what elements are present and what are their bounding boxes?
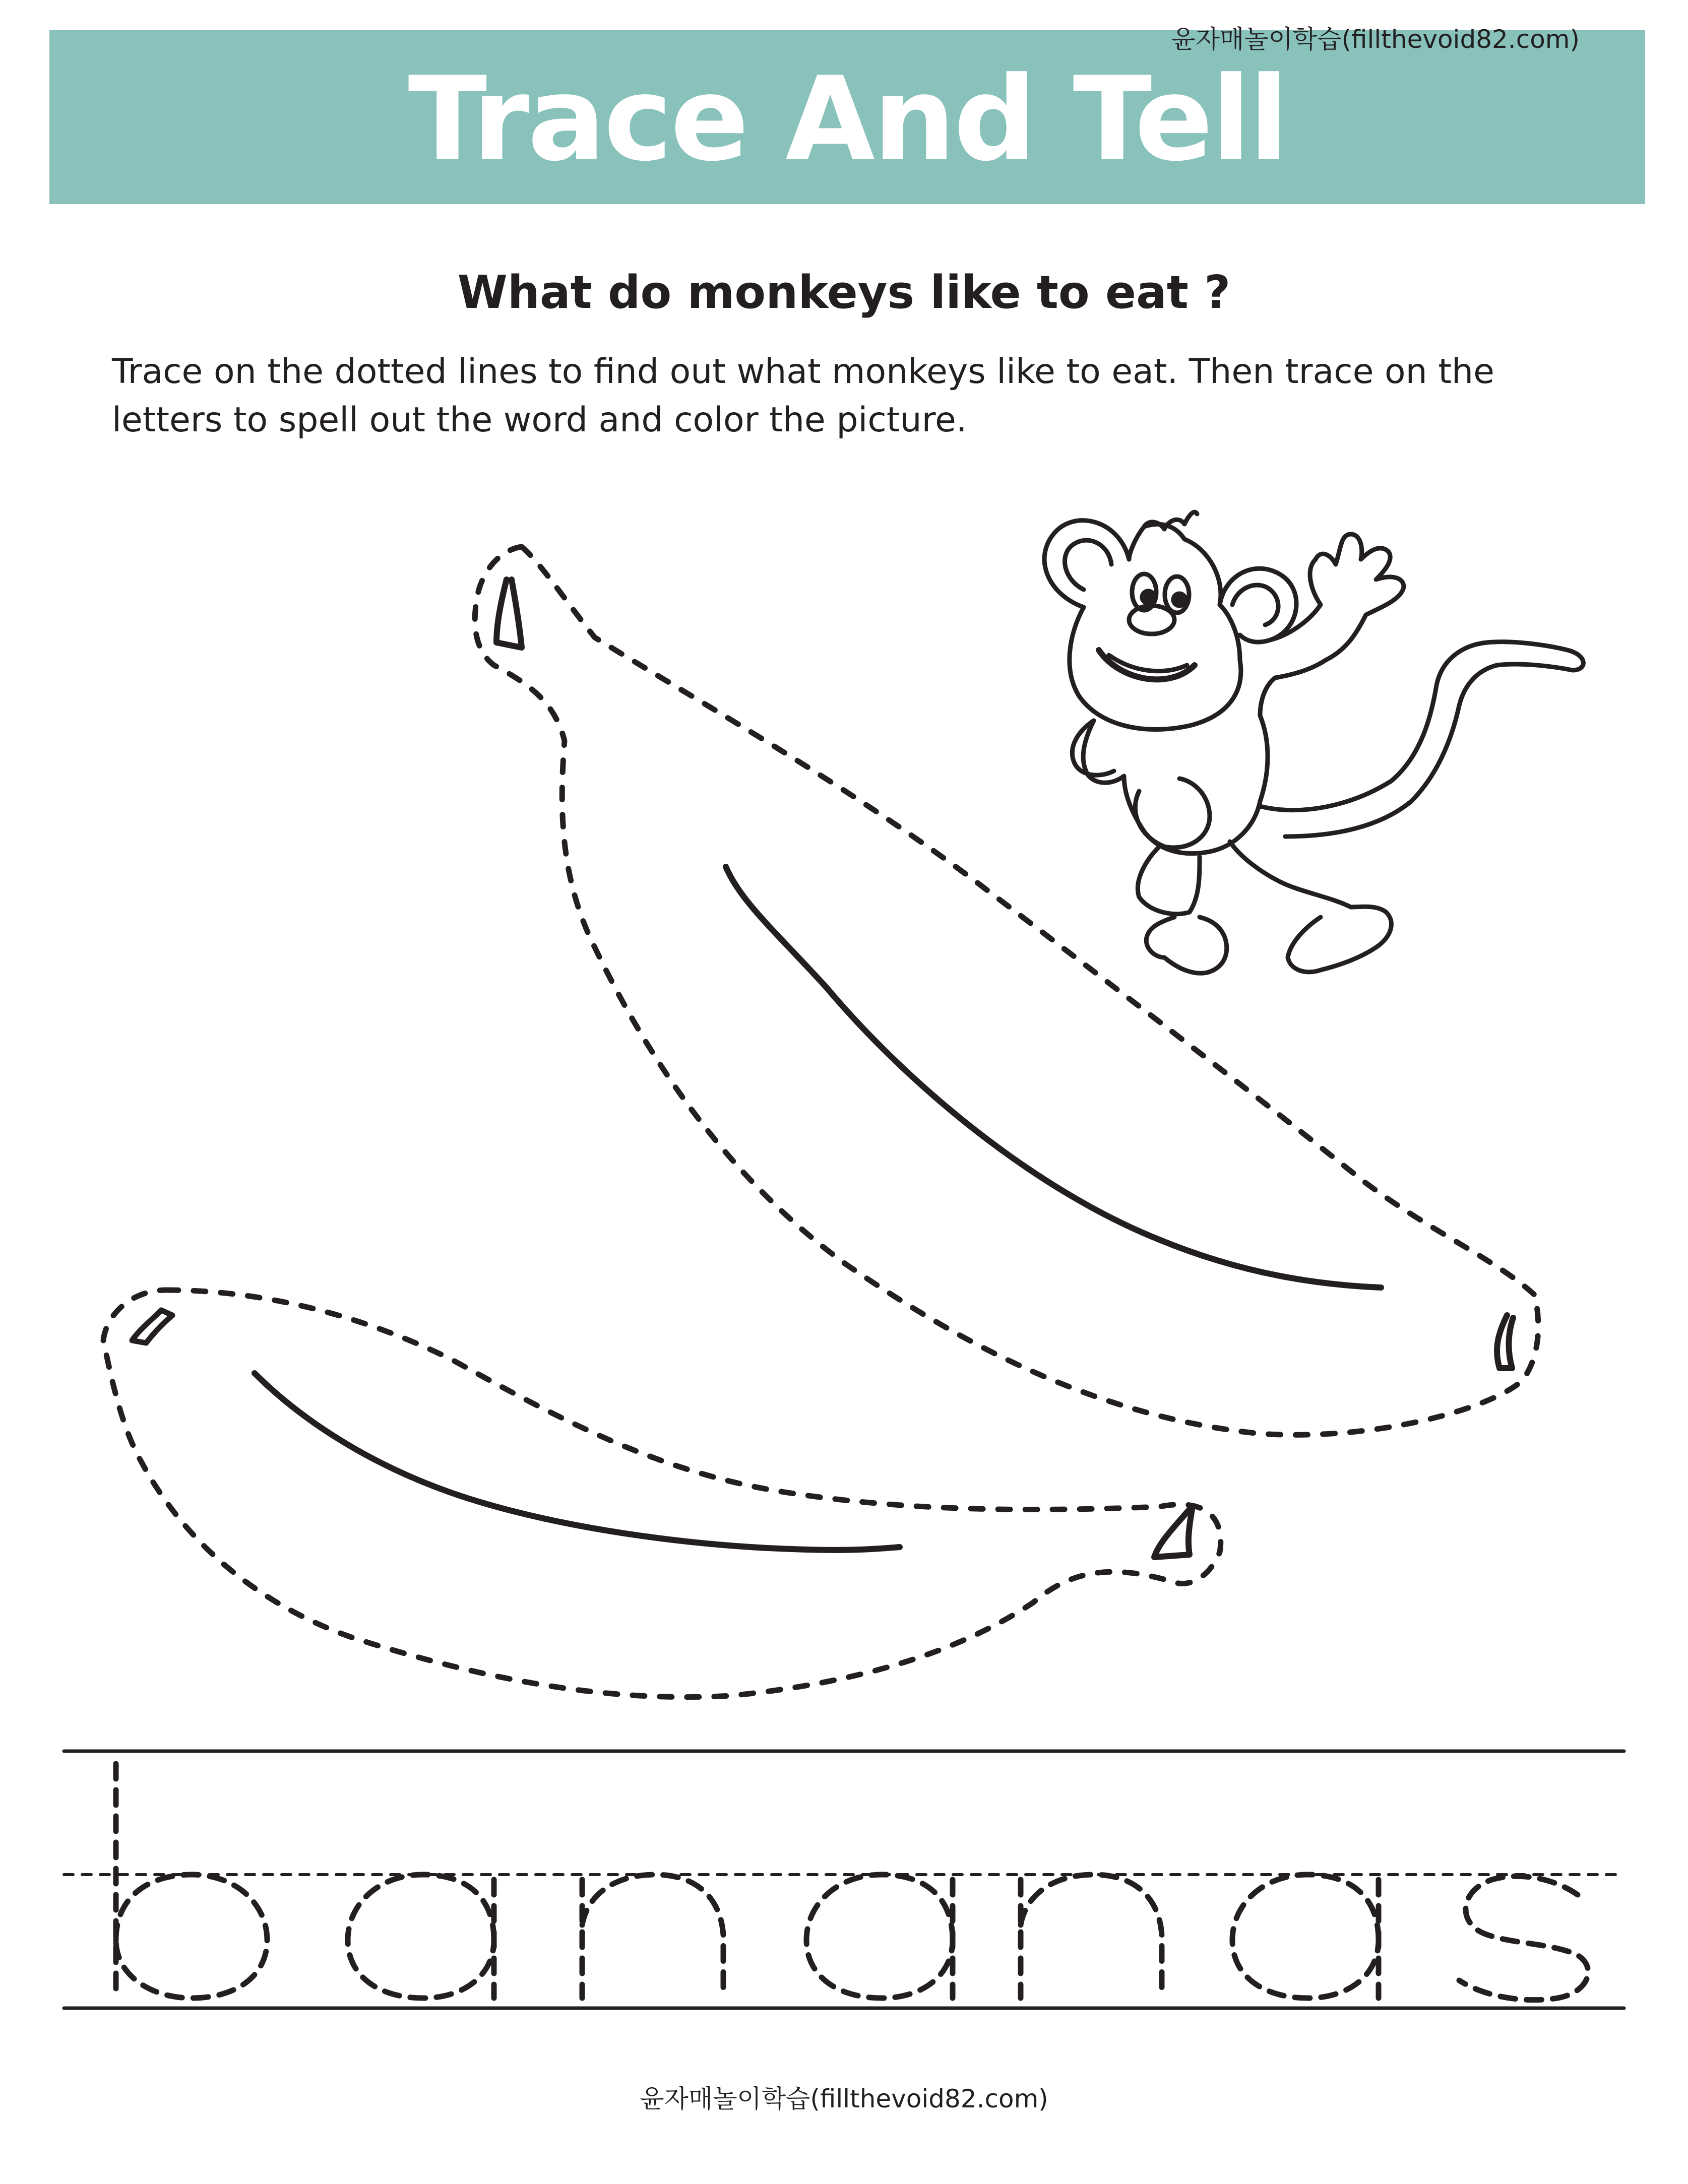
banana-bottom-curve: [255, 1373, 900, 1550]
monkey-head: [1070, 524, 1241, 729]
credit-bottom: 윤자매놀이학습(fillthevoid82.com): [640, 2084, 1048, 2113]
banana-bottom-stem: [1154, 1509, 1192, 1557]
page-title: Trace And Tell: [408, 52, 1287, 187]
banana-bottom-end: [132, 1310, 172, 1343]
monkey-raised-arm: [1270, 534, 1404, 678]
monkey-right-pupil: [1173, 594, 1185, 606]
handwriting-guide: [64, 1751, 1624, 2008]
monkey-left-arm: [1072, 721, 1114, 775]
banana-top-outline: [475, 547, 1538, 1435]
banana-top-curve: [726, 867, 1381, 1288]
letter-a1-bowl: [348, 1875, 494, 1998]
monkey-left-ear: [1044, 521, 1129, 607]
monkey-right-leg: [1230, 842, 1351, 907]
monkey-left-leg: [1138, 847, 1200, 914]
monkey-nose: [1129, 606, 1174, 634]
monkey-smile: [1099, 650, 1195, 679]
banana-top: [475, 547, 1538, 1435]
monkey-left-pupil: [1142, 591, 1154, 603]
trace-letter-n-1: [582, 1875, 723, 1998]
monkey-left-ear-inner: [1065, 540, 1111, 590]
monkey-belly: [1135, 779, 1210, 848]
banana-bottom: [103, 1290, 1221, 1697]
trace-letter-a-1: [348, 1875, 494, 1998]
trace-letters: [116, 1764, 1588, 2000]
banana-top-end: [1497, 1315, 1513, 1368]
trace-letter-n-2: [1021, 1875, 1162, 1998]
banana-bottom-outline: [103, 1290, 1221, 1697]
monkey-right-foot: [1288, 907, 1391, 972]
trace-letter-s: [1459, 1876, 1588, 2000]
question-heading: What do monkeys like to eat ?: [457, 266, 1231, 319]
trace-letter-a-2: [806, 1875, 953, 1998]
monkey-illustration: [1044, 512, 1583, 973]
monkey-right-ear-inner: [1232, 585, 1278, 625]
monkey-body: [1083, 678, 1275, 854]
monkey-left-foot: [1146, 917, 1226, 973]
letter-n2-arch: [1021, 1875, 1162, 1998]
letter-b-bowl: [116, 1875, 267, 1998]
letter-a3-bowl: [1232, 1875, 1379, 1998]
letter-a2-bowl: [806, 1875, 953, 1998]
banana-top-stem: [496, 580, 522, 648]
instructions-text: Trace on the dotted lines to find out what monkeys like to eat. Then trace on the letters to spell out the word and color the picture.: [112, 352, 1494, 440]
letter-s-curve: [1459, 1876, 1588, 2000]
trace-letter-a-3: [1232, 1875, 1379, 1998]
trace-letter-b: [116, 1764, 267, 1998]
letter-n1-arch: [582, 1875, 723, 1998]
credit-top: 윤자매놀이학습(fillthevoid82.com): [1171, 25, 1580, 54]
